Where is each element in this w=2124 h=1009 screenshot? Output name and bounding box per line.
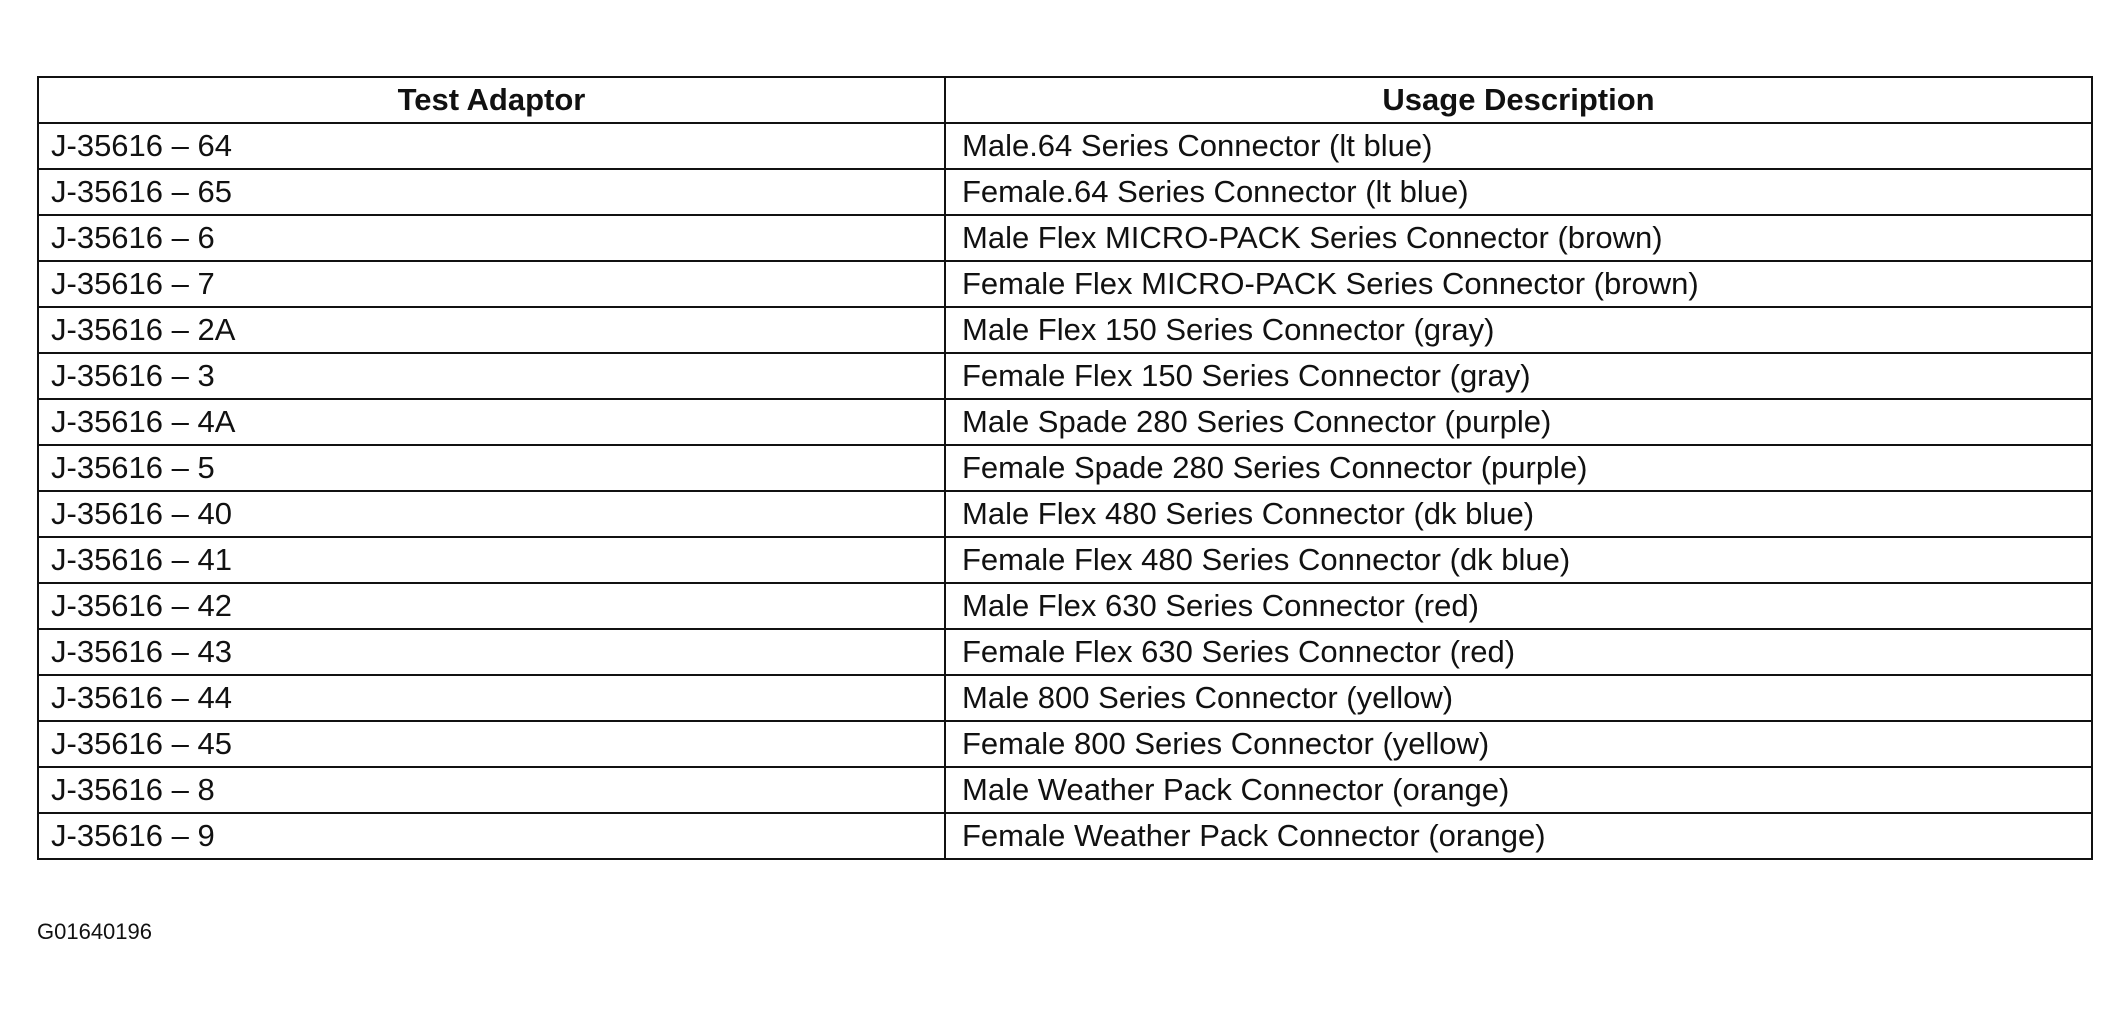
table-row bbox=[38, 767, 2092, 813]
test-adaptor-cell: J-35616 – 64 bbox=[38, 123, 945, 169]
header-usage-description: Usage Description bbox=[945, 77, 2092, 123]
usage-description-cell: Female Spade 280 Series Connector (purple) bbox=[945, 445, 2092, 491]
test-adaptor-cell: J-35616 – 44 bbox=[38, 675, 945, 721]
table-header-row bbox=[38, 77, 2092, 123]
table-row bbox=[38, 491, 2092, 537]
table-row bbox=[38, 445, 2092, 491]
test-adaptor-cell: J-35616 – 65 bbox=[38, 169, 945, 215]
usage-description-cell: Female Weather Pack Connector (orange) bbox=[945, 813, 2092, 859]
figure-id: G01640196 bbox=[37, 919, 152, 944]
adaptor-table-container bbox=[37, 76, 2091, 860]
test-adaptor-cell: J-35616 – 7 bbox=[38, 261, 945, 307]
adaptor-table bbox=[37, 76, 2093, 860]
table-row bbox=[38, 169, 2092, 215]
usage-description-cell: Female Flex 630 Series Connector (red) bbox=[945, 629, 2092, 675]
table-row bbox=[38, 583, 2092, 629]
test-adaptor-cell: J-35616 – 6 bbox=[38, 215, 945, 261]
table-row bbox=[38, 399, 2092, 445]
test-adaptor-cell: J-35616 – 4A bbox=[38, 399, 945, 445]
table-row bbox=[38, 307, 2092, 353]
header-test-adaptor: Test Adaptor bbox=[38, 77, 945, 123]
usage-description-cell: Female 800 Series Connector (yellow) bbox=[945, 721, 2092, 767]
table-row bbox=[38, 813, 2092, 859]
test-adaptor-cell: J-35616 – 8 bbox=[38, 767, 945, 813]
test-adaptor-cell: J-35616 – 2A bbox=[38, 307, 945, 353]
table-row bbox=[38, 675, 2092, 721]
usage-description-cell: Female Flex 480 Series Connector (dk blue) bbox=[945, 537, 2092, 583]
usage-description-cell: Female Flex MICRO-PACK Series Connector (brown) bbox=[945, 261, 2092, 307]
test-adaptor-cell: J-35616 – 9 bbox=[38, 813, 945, 859]
usage-description-cell: Male Flex 480 Series Connector (dk blue) bbox=[945, 491, 2092, 537]
usage-description-cell: Female.64 Series Connector (lt blue) bbox=[945, 169, 2092, 215]
test-adaptor-cell: J-35616 – 5 bbox=[38, 445, 945, 491]
table-row bbox=[38, 629, 2092, 675]
usage-description-cell: Male 800 Series Connector (yellow) bbox=[945, 675, 2092, 721]
usage-description-cell: Female Flex 150 Series Connector (gray) bbox=[945, 353, 2092, 399]
usage-description-cell: Male Spade 280 Series Connector (purple) bbox=[945, 399, 2092, 445]
table-row bbox=[38, 721, 2092, 767]
usage-description-cell: Male Flex 150 Series Connector (gray) bbox=[945, 307, 2092, 353]
test-adaptor-cell: J-35616 – 3 bbox=[38, 353, 945, 399]
usage-description-cell: Male Weather Pack Connector (orange) bbox=[945, 767, 2092, 813]
usage-description-cell: Male.64 Series Connector (lt blue) bbox=[945, 123, 2092, 169]
test-adaptor-cell: J-35616 – 41 bbox=[38, 537, 945, 583]
table-row bbox=[38, 537, 2092, 583]
usage-description-cell: Male Flex MICRO-PACK Series Connector (brown) bbox=[945, 215, 2092, 261]
test-adaptor-cell: J-35616 – 43 bbox=[38, 629, 945, 675]
table-row bbox=[38, 215, 2092, 261]
test-adaptor-cell: J-35616 – 42 bbox=[38, 583, 945, 629]
table-row bbox=[38, 261, 2092, 307]
test-adaptor-cell: J-35616 – 40 bbox=[38, 491, 945, 537]
usage-description-cell: Male Flex 630 Series Connector (red) bbox=[945, 583, 2092, 629]
test-adaptor-cell: J-35616 – 45 bbox=[38, 721, 945, 767]
table-row bbox=[38, 123, 2092, 169]
table-body bbox=[38, 123, 2092, 859]
table-row bbox=[38, 353, 2092, 399]
